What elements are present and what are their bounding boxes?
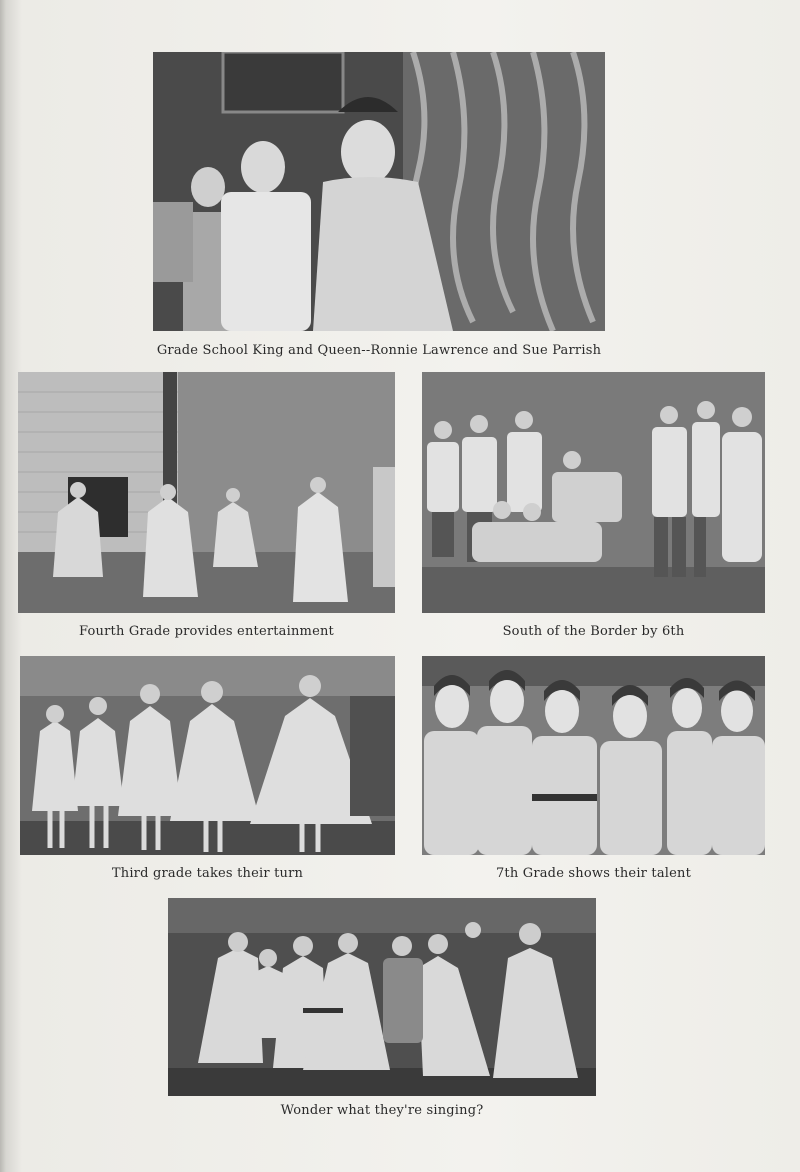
photo-third-grade [20,656,395,855]
caption-singing: Wonder what they're singing? [280,1103,484,1118]
photo-sixth-grade [422,372,765,613]
caption-fourth-grade: Fourth Grade provides entertainment [79,624,334,639]
caption-king-and-queen: Grade School King and Queen--Ronnie Lawrence and Sue Parrish [156,343,602,358]
caption-third-grade: Third grade takes their turn [111,866,304,881]
caption-seventh-grade: 7th Grade shows their talent [495,866,692,881]
caption-sixth-grade: South of the Border by 6th [502,624,685,639]
photo-singing [168,898,596,1096]
photo-fourth-grade [18,372,395,613]
photo-king-and-queen [153,52,605,331]
photo-seventh-grade [422,656,765,855]
